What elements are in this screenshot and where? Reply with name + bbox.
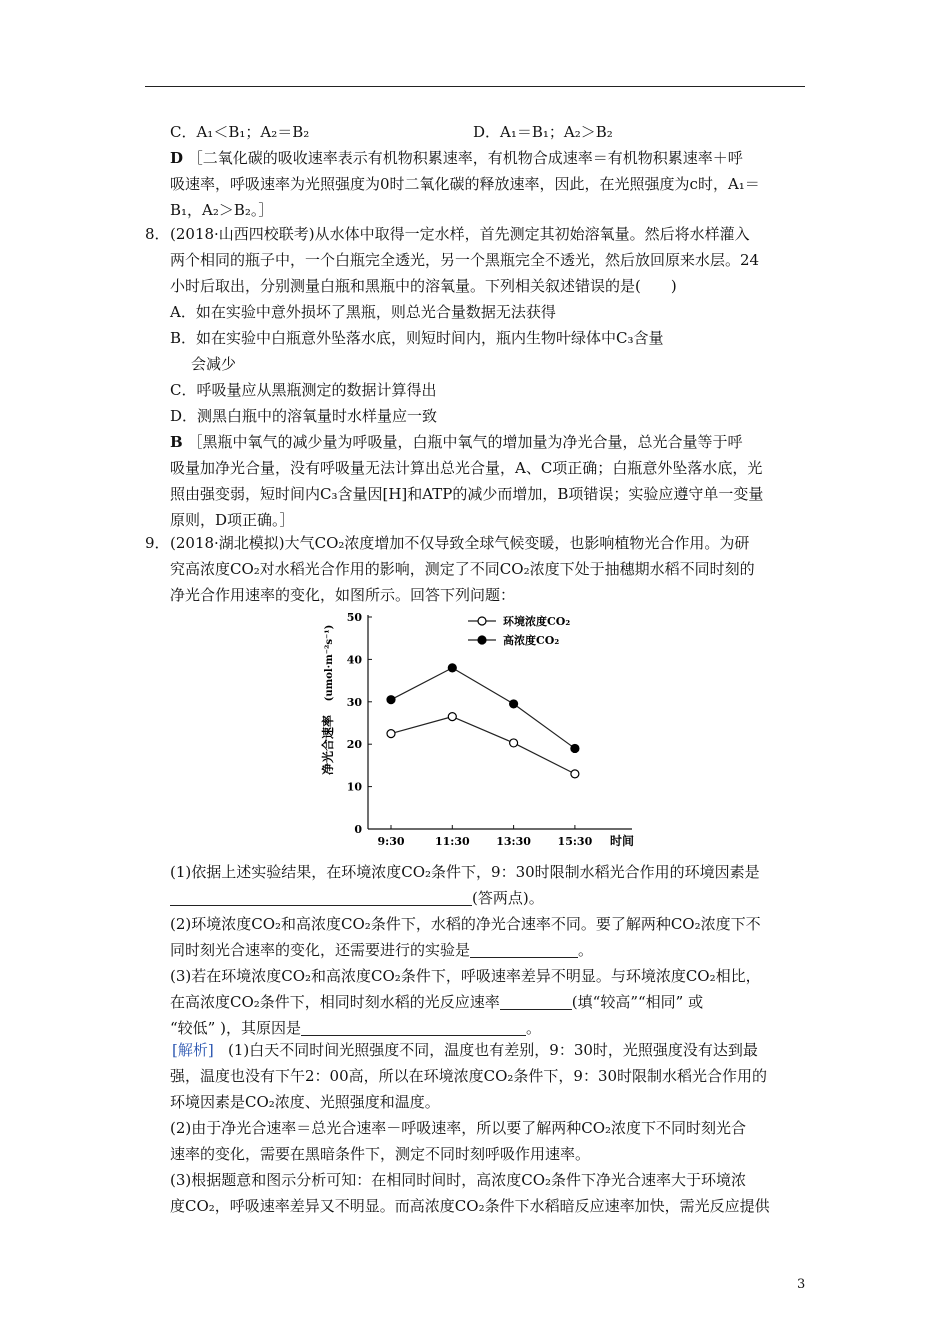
y-tick-label: 30 — [346, 695, 362, 709]
chart-axes — [320, 611, 634, 848]
q9-subquestion-2-text: 同时刻光合速率的变化，还需要进行的实验是 — [170, 941, 471, 959]
answer-blank-2[interactable] — [470, 940, 578, 958]
y-axis-unit: (umol·m⁻²s⁻¹) — [324, 624, 335, 702]
q9-analysis-line: 速率的变化，需要在黑暗条件下，测定不同时刻呼吸作用速率。 — [170, 1145, 591, 1163]
q8-explanation-line: 原则，D项正确。］ — [170, 511, 295, 529]
q9-subquestion-3-choices: (填“较高”“相同” 或 — [571, 993, 704, 1011]
q9-analysis-text: (1)白天不同时间光照强度不同，温度也有差别，9：30时，光照强度没有达到最 — [228, 1041, 758, 1059]
q9-analysis-line: (2)由于净光合速率＝总光合速率－呼吸速率，所以要了解两种CO₂浓度下不同时刻光合 — [170, 1119, 747, 1137]
q7-option-d: D．A₁＝B₁；A₂＞B₂ — [473, 123, 613, 141]
x-tick-label: 13:30 — [496, 835, 531, 848]
q9-analysis-line: 环境因素是CO₂浓度、光照强度和温度。 — [170, 1093, 440, 1111]
q9-subquestion-1-hint: (答两点)。 — [472, 889, 544, 907]
q8-explanation-line — [170, 429, 742, 455]
q8-option-b: B．如在实验中白瓶意外坠落水底，则短时间内，瓶内生物叶绿体中C₃含量 — [170, 329, 664, 347]
q8-answer: B — [170, 433, 183, 451]
q7-explanation-line — [170, 145, 743, 171]
y-tick-label: 10 — [346, 780, 362, 794]
q9-subquestion-2-blank-line — [170, 937, 593, 963]
answer-blank-1[interactable] — [170, 888, 472, 906]
page-number: 3 — [797, 1277, 806, 1292]
chart-series — [387, 664, 579, 778]
data-point — [448, 713, 456, 721]
answer-blank-3[interactable] — [500, 992, 572, 1010]
data-point — [387, 730, 395, 738]
q7-explanation-line: 吸速率，呼吸速率为光照强度为0时二氧化碳的释放速率，因此，在光照强度为c时，A₁＝ — [170, 175, 760, 193]
q9-analysis-line: 强，温度也没有下午2：00高，所以在环境浓度CO₂条件下，9：30时限制水稻光合作用的 — [170, 1067, 768, 1085]
q9-subquestion-3-reason: “较低” )，其原因是 — [170, 1019, 301, 1037]
q9-stem-line: (2018·湖北模拟)大气CO₂浓度增加不仅导致全球气候变暖，也影响植物光合作用。为研 — [170, 534, 750, 552]
analysis-tag: [解析] — [172, 1041, 214, 1059]
y-tick-label: 40 — [346, 653, 362, 667]
q9-subquestion-1-blank-line — [170, 885, 544, 911]
q8-option-d: D．测黑白瓶中的溶氧量时水样量应一致 — [170, 407, 438, 425]
legend-label: 环境浓度CO₂ — [503, 615, 571, 628]
q8-explanation-line: 照由强变弱，短时间内C₃含量因[H]和ATP的减少而增加，B项错误；实验应遵守单一变量 — [170, 485, 764, 503]
x-tick-label: 15:30 — [557, 835, 593, 848]
data-point — [387, 696, 395, 704]
data-point — [571, 770, 579, 778]
data-point — [448, 664, 456, 672]
q9-subquestion-2: (2)环境浓度CO₂和高浓度CO₂条件下，水稻的净光合速率不同。要了解两种CO₂浓度下不 — [170, 915, 761, 933]
q9-stem-line: 究高浓度CO₂对水稻光合作用的影响，测定了不同CO₂浓度下处于抽穗期水稻不同时刻的 — [170, 560, 755, 578]
y-axis-label: 净光合速率 — [321, 714, 335, 776]
q9-subquestion-3: (3)若在环境浓度CO₂和高浓度CO₂条件下，呼吸速率差异不明显。与环境浓度CO₂相比， — [170, 967, 761, 985]
q8-number: 8． — [145, 225, 170, 243]
legend-marker — [478, 636, 486, 644]
q7-option-c: C．A₁＜B₁；A₂＝B₂ — [170, 123, 310, 141]
x-axis-label: 时间 — [609, 834, 634, 848]
answer-blank-4[interactable] — [301, 1018, 526, 1036]
q8-option-b-cont: 会减少 — [191, 355, 237, 373]
q8-explanation-text: ［黑瓶中氧气的减少量为呼吸量，白瓶中氧气的增加量为净光合量，总光合量等于呼 — [187, 433, 743, 451]
q9-subquestion-3-end: 。 — [525, 1019, 541, 1037]
x-tick-label: 9:30 — [377, 835, 405, 848]
q7-explanation-line: B₁，A₂＞B₂。］ — [170, 201, 274, 219]
q8-explanation-line: 吸量加净光合量，没有呼吸量无法计算出总光合量，A、C项正确；白瓶意外坠落水底，光 — [170, 459, 763, 477]
data-point — [510, 739, 518, 747]
y-tick-label: 50 — [346, 611, 362, 624]
q9-analysis-line — [172, 1037, 758, 1063]
q7-explanation-text: ［二氧化碳的吸收速率表示有机物积累速率，有机物合成速率＝有机物积累速率＋呼 — [187, 149, 743, 167]
chart-legend — [468, 614, 570, 647]
q8-stem-line: (2018·山西四校联考)从水体中取得一定水样，首先测定其初始溶氧量。然后将水样灌入 — [170, 225, 750, 243]
series-line — [391, 717, 575, 774]
legend-label: 高浓度CO₂ — [503, 634, 560, 647]
q8-option-a: A．如在实验中意外损坏了黑瓶，则总光合量数据无法获得 — [170, 303, 556, 321]
y-tick-label: 0 — [354, 823, 362, 836]
q9-number: 9． — [145, 534, 170, 552]
q8-stem-line: 小时后取出，分别测量白瓶和黑瓶中的溶氧量。下列相关叙述错误的是( ) — [170, 277, 677, 295]
y-tick-label: 20 — [346, 738, 362, 752]
data-point — [510, 700, 518, 708]
header-rule — [145, 86, 805, 87]
q9-subquestion-3-blank-line — [170, 989, 703, 1015]
x-tick-label: 11:30 — [434, 835, 470, 848]
q9-subquestion-1: (1)依据上述实验结果，在环境浓度CO₂条件下，9：30时限制水稻光合作用的环境因素是 — [170, 863, 760, 881]
data-point — [571, 744, 579, 752]
q8-option-c: C．呼吸量应从黑瓶测定的数据计算得出 — [170, 381, 437, 399]
legend-marker — [478, 617, 486, 625]
net-photosynthesis-line-chart — [310, 605, 650, 855]
q9-analysis-line: (3)根据题意和图示分析可知：在相同时间时，高浓度CO₂条件下净光合速率大于环境浓 — [170, 1171, 747, 1189]
q7-answer: D — [170, 149, 184, 167]
q9-analysis-line: 度CO₂，呼吸速率差异又不明显。而高浓度CO₂条件下水稻暗反应速率加快，需光反应提供 — [170, 1197, 770, 1215]
q9-subquestion-3-text: 在高浓度CO₂条件下，相同时刻水稻的光反应速率 — [170, 993, 500, 1011]
q9-subquestion-2-end: 。 — [578, 941, 594, 959]
series-line — [391, 668, 575, 749]
q9-stem-line: 净光合作用速率的变化，如图所示。回答下列问题： — [170, 586, 516, 604]
q8-stem-line: 两个相同的瓶子中，一个白瓶完全透光，另一个黑瓶完全不透光，然后放回原来水层。24 — [170, 251, 760, 269]
